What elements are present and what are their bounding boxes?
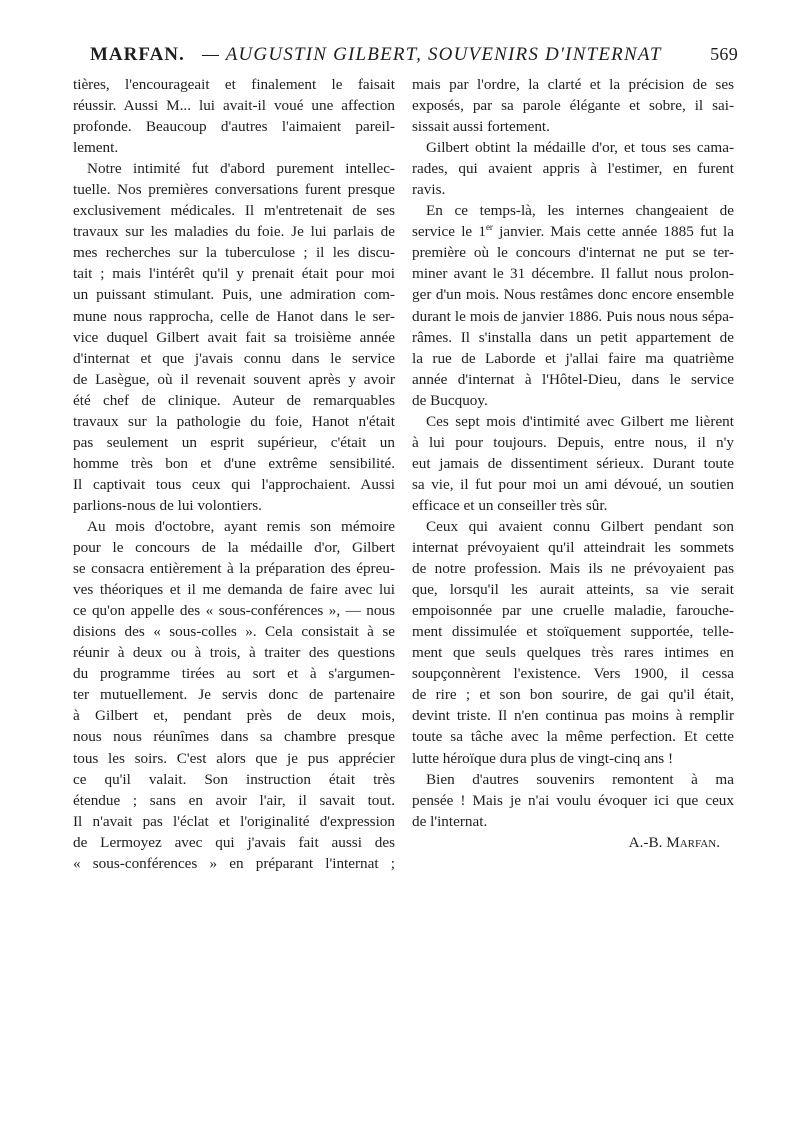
left-column-line: tait ; mais l'intérêt qu'il y prenait était pour moi [73, 265, 395, 283]
running-header [72, 44, 738, 70]
page-number: 569 [710, 44, 738, 64]
right-column-line: efficace et un conseiller très sûr. [412, 496, 608, 514]
left-column-line: lement. [73, 139, 119, 157]
left-column-line: du programme tirées au sort et à s'argumen- [73, 665, 395, 683]
right-column-line: à lui pour toujours. Depuis, entre nous, il n'y [412, 433, 734, 451]
right-column-line: Ces sept mois d'intimité avec Gilbert me lièrent [426, 412, 734, 430]
left-column-line: pour le concours de la médaille d'or, Gilbert [73, 539, 395, 557]
left-column-line: d'internat et que j'avais connu dans le service [73, 349, 395, 367]
right-column-line: râmes. Il s'installa dans un petit appartement de [412, 328, 734, 346]
right-column-line: de notre profession. Mais ils ne prévoyaient pas [412, 560, 734, 578]
left-column-line: exclusivement médicales. Il m'entretenait de ses [73, 202, 395, 220]
right-column-line: service le 1er janvier. Mais cette année 1885 fut la [412, 222, 734, 241]
right-column-line: soupçonnèrent l'existence. Vers 1900, il cessa [412, 665, 734, 683]
left-column-line: homme très bon et d'une extrême sensibilité. [73, 454, 395, 472]
left-column-line: « sous-conférences » en préparant l'internat ; [73, 854, 395, 872]
left-column-line: mune nous rapprocha, celle de Hanot dans le ser- [73, 307, 395, 325]
header-author: MARFAN. [90, 44, 185, 65]
left-column-line: pas seulement un esprit supérieur, c'était un [73, 433, 395, 451]
right-column-line: exposés, par sa parole élégante et sobre, il sai- [412, 97, 734, 115]
left-column-line: Au mois d'octobre, ayant remis son mémoire [87, 517, 395, 535]
right-column-line: miner avant le 31 décembre. Il fallut nous prolon- [412, 265, 734, 283]
left-column-line: tières, l'encourageait et finalement le faisait [73, 76, 395, 93]
left-column-line: de Lasègue, où il revenait souvent après y avoir [73, 370, 395, 388]
right-column-line: internat prévoyaient qu'il atteindrait les sommets [412, 539, 734, 557]
right-column-line: sissait aussi fortement. [412, 118, 550, 136]
right-column-line: que, lorsqu'il les aurait atteints, sa vie serait [412, 581, 734, 599]
left-column-line: parlions-nous de lui volontiers. [73, 496, 262, 514]
left-column-line: nous nous réunîmes dans sa chambre presque [73, 728, 395, 746]
right-column-line: En ce temps-là, les internes changeaient de [426, 202, 734, 220]
right-column-line: de l'internat. [412, 812, 488, 830]
left-column-line: un puissant stimulant. Puis, une admiration com- [73, 286, 395, 304]
left-column-line: ce qu'il valait. Son instruction était très [73, 770, 395, 788]
right-column-line: sa vie, il fut pour moi un ami dévoué, un soutien [412, 475, 734, 493]
left-column-line: de Lermoyez avec qui j'avais fait aussi des [73, 833, 395, 851]
right-column-line: ravis. [412, 181, 446, 199]
right-column-line: durant le mois de janvier 1886. Puis nous nous sépa- [412, 307, 734, 325]
right-column-line: ger d'un mois. Nous restâmes donc encore ensemble [412, 286, 734, 304]
right-column-line: lutte héroïque dura plus de vingt-cinq ans ! [412, 749, 674, 767]
left-column-line: profonde. Beaucoup d'autres l'aimaient pareil- [73, 118, 395, 136]
left-column-line: Il n'avait pas l'éclat et l'originalité d'expression [73, 812, 395, 830]
right-column-line: ment que seuls quelques très rares intimes en [412, 644, 734, 662]
header-title: — AUGUSTIN GILBERT, SOUVENIRS D'INTERNAT [202, 44, 662, 65]
left-column-line: étendue ; sans en avoir l'air, il savait tout. [73, 791, 395, 809]
left-column-line: réussir. Aussi M... lui avait-il voué une affection [73, 97, 395, 115]
right-column-line: Ceux qui avaient connu Gilbert pendant son [426, 517, 734, 535]
left-column-line: vice duquel Gilbert avait fait sa troisième année [73, 328, 395, 346]
left-column-line: ter mutuellement. Je servis donc de partenaire [73, 686, 395, 704]
right-column-line: année d'internat à l'Hôtel-Dieu, dans le service [412, 370, 734, 388]
signature: A.-B. Marfan. [628, 833, 720, 851]
left-column-line: ce qu'on appelle des « sous-conférences », — nous [73, 602, 395, 620]
right-column-line: eut jamais de dissentiment sérieux. Durant toute [412, 454, 734, 472]
right-column-line: Gilbert obtint la médaille d'or, et tous ses cama- [426, 139, 734, 157]
right-column-line: pensée ! Mais je n'ai voulu évoquer ici que ceux [412, 791, 734, 809]
right-column-line: de rire ; et son bon sourire, de gai qu'il était, [412, 686, 734, 704]
right-column-line: de Bucquoy. [412, 391, 488, 409]
right-column-line: Bien d'autres souvenirs remontent à ma [426, 770, 734, 788]
right-text-column [412, 74, 734, 853]
right-column-line: ment dissimulée et stoïquement supportée, telle- [412, 623, 734, 641]
left-column-line: se consacra entièrement à la préparation des épreu- [73, 560, 395, 578]
right-column-line: rades, qui avaient appris à l'estimer, en furent [412, 160, 734, 178]
left-column-line: travaux sur les maladies du foie. Je lui parlais de [73, 223, 395, 241]
left-column-line: Notre intimité fut d'abord purement intellec- [87, 160, 395, 178]
left-column-line: Il captivait tous ceux qui l'approchaient. Aussi [73, 475, 395, 493]
left-column-line: été chef de clinique. Auteur de remarquables [73, 391, 395, 409]
right-column-line: toute sa tâche avec la même perfection. Et cette [412, 728, 734, 746]
left-column-line: travaux sur la pathologie du foie, Hanot n'était [73, 412, 395, 430]
right-column-line: devint triste. Il n'en continua pas moins à remplir [412, 707, 734, 725]
left-column-line: tuelle. Nos premières conversations furent presque [73, 181, 395, 199]
right-column-line: mais par l'ordre, la clarté et la précision de ses [412, 76, 734, 93]
left-column-line: mes recherches sur la tuberculose ; il les discu- [73, 244, 395, 262]
right-column-line: empoisonnée par une cruelle maladie, farouche- [412, 602, 734, 620]
left-column-line: disions des « sous-colles ». Cela consistait à se [73, 623, 395, 641]
left-column-line: ves théoriques et il me demanda de faire avec lui [73, 581, 395, 599]
left-column-line: à Gilbert et, pendant près de deux mois, [73, 707, 395, 725]
right-column-line: la rue de Laborde et j'allai faire ma quatrième [412, 349, 734, 367]
right-column-line: première où le concours d'internat ne put se ter- [412, 244, 734, 262]
left-column-line: réunir à deux ou à trois, à traiter des questions [73, 644, 395, 662]
left-text-column [73, 74, 395, 874]
left-column-line: tous les soirs. C'est alors que je pus apprécier [73, 749, 395, 767]
